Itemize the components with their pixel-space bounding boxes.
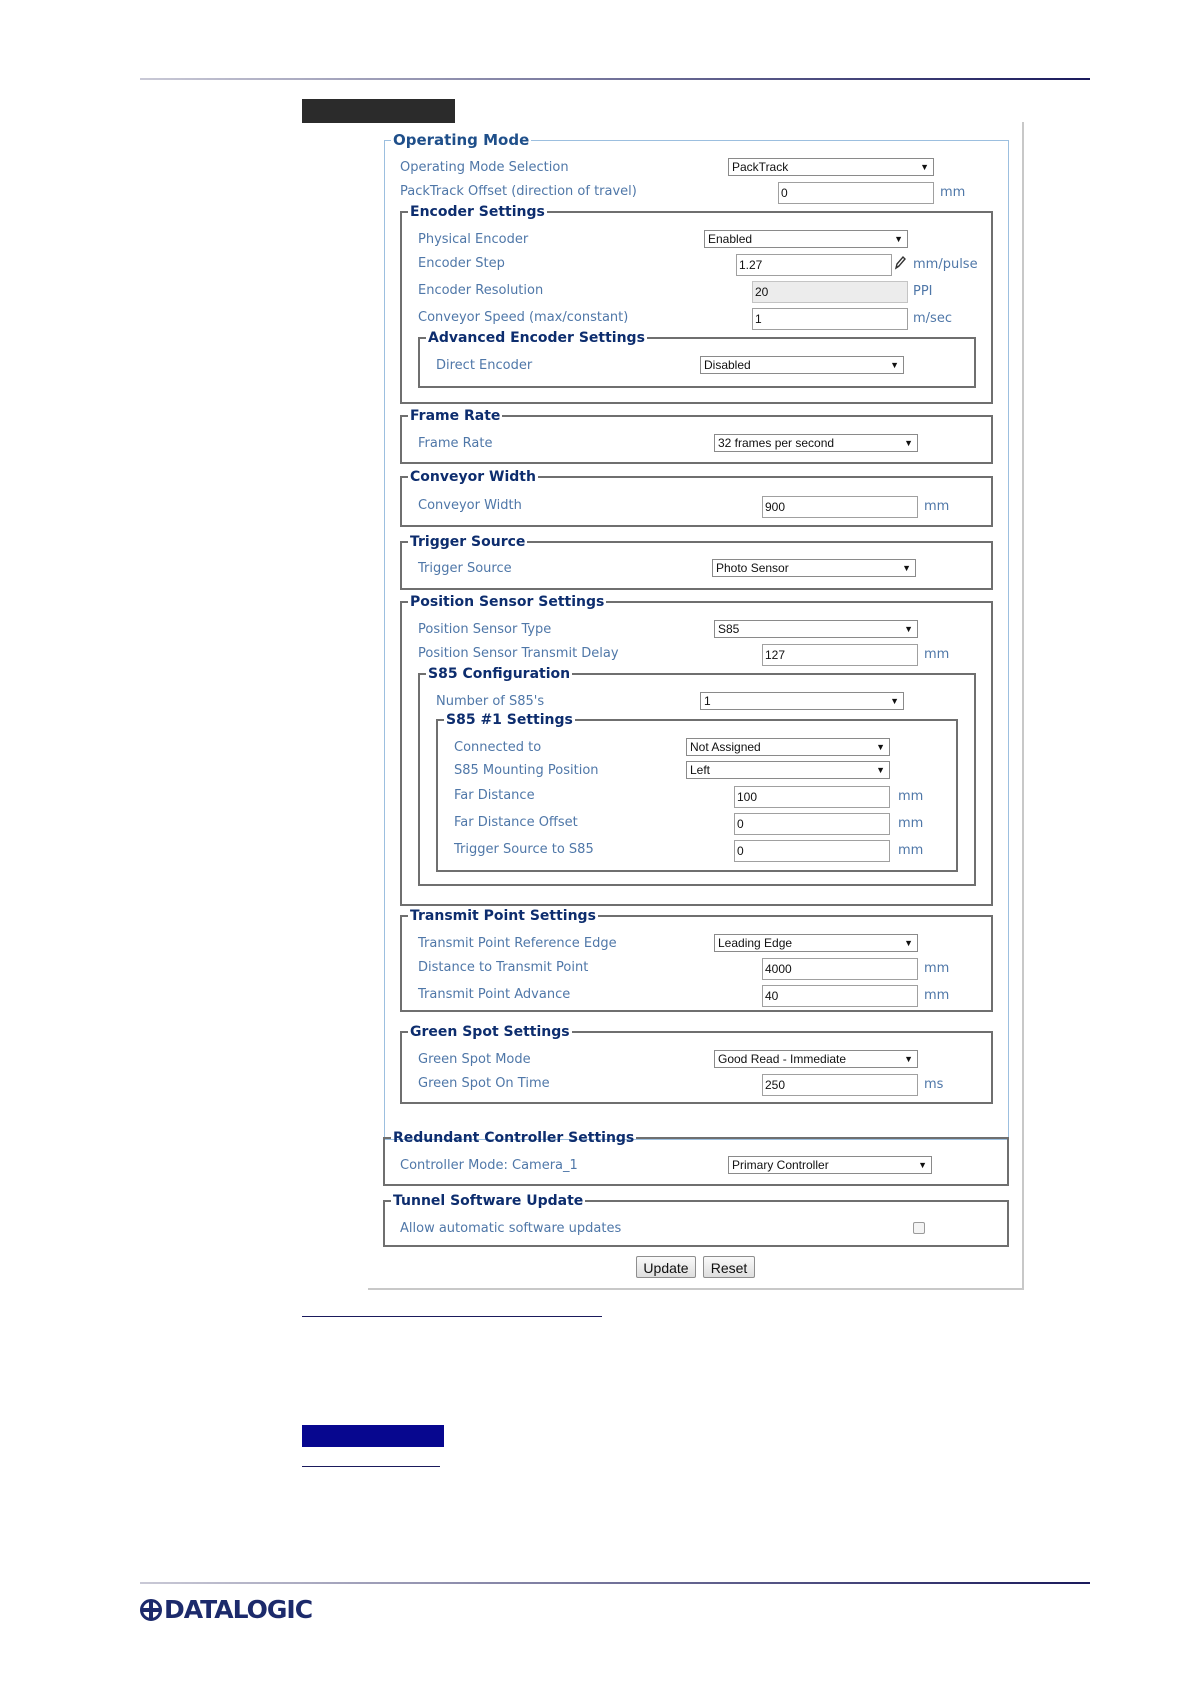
- bottom-rule: [140, 1582, 1090, 1584]
- triangle-down-icon: ▼: [890, 360, 899, 370]
- controller-mode-label: Controller Mode: Camera_1: [400, 1158, 578, 1173]
- transmit-advance-label: Transmit Point Advance: [418, 987, 571, 1002]
- s85-configuration-legend: S85 Configuration: [428, 666, 571, 682]
- conveyor-speed-label: Conveyor Speed (max/constant): [418, 310, 629, 325]
- packtrack-offset-unit: mm: [940, 185, 966, 200]
- brand-name: DATALOGIC: [164, 1595, 313, 1624]
- position-sensor-type-label: Position Sensor Type: [418, 622, 552, 637]
- triangle-down-icon: ▼: [904, 1054, 913, 1064]
- reset-button[interactable]: Reset: [703, 1256, 755, 1278]
- heading-tab-blue: [302, 1425, 444, 1447]
- green-spot-mode-label: Green Spot Mode: [418, 1052, 531, 1067]
- section-underline: [302, 1466, 440, 1467]
- redundant-controller-legend: Redundant Controller Settings: [393, 1130, 635, 1146]
- triangle-down-icon: ▼: [904, 938, 913, 948]
- transmit-delay-label: Position Sensor Transmit Delay: [418, 646, 619, 661]
- far-distance-unit: mm: [898, 789, 924, 804]
- number-of-s85-select[interactable]: 1 ▼: [700, 692, 904, 710]
- auto-update-label: Allow automatic software updates: [400, 1221, 622, 1236]
- triangle-down-icon: ▼: [920, 162, 929, 172]
- green-spot-time-label: Green Spot On Time: [418, 1076, 550, 1091]
- datalogic-mark-icon: [140, 1599, 162, 1621]
- triangle-down-icon: ▼: [876, 742, 885, 752]
- screenshot-operating-mode-form: [368, 122, 1022, 1290]
- green-spot-mode-select[interactable]: Good Read - Immediate ▼: [714, 1050, 918, 1068]
- advanced-encoder-legend: Advanced Encoder Settings: [428, 330, 645, 346]
- trigger-source-label: Trigger Source: [418, 561, 512, 576]
- encoder-settings-legend: Encoder Settings: [410, 204, 545, 220]
- green-spot-legend: Green Spot Settings: [410, 1024, 570, 1040]
- frame-rate-label: Frame Rate: [418, 436, 493, 451]
- conveyor-speed-input[interactable]: 1: [752, 308, 908, 330]
- conveyor-speed-unit: m/sec: [913, 311, 952, 326]
- number-of-s85-label: Number of S85's: [436, 694, 545, 709]
- far-distance-label: Far Distance: [454, 788, 535, 803]
- distance-to-transmit-input[interactable]: 4000: [762, 958, 918, 980]
- operating-mode-selection-label: Operating Mode Selection: [400, 160, 569, 175]
- frame-rate-select[interactable]: 32 frames per second ▼: [714, 434, 918, 452]
- update-button[interactable]: Update: [636, 1256, 696, 1278]
- tunnel-update-legend: Tunnel Software Update: [393, 1193, 584, 1209]
- far-distance-offset-input[interactable]: 0: [734, 813, 890, 835]
- encoder-step-unit: mm/pulse: [913, 257, 978, 272]
- encoder-resolution-input: 20: [752, 281, 908, 303]
- conveyor-width-unit: mm: [924, 499, 950, 514]
- physical-encoder-label: Physical Encoder: [418, 232, 529, 247]
- position-sensor-type-select[interactable]: S85 ▼: [714, 620, 918, 638]
- green-spot-time-unit: ms: [924, 1077, 944, 1092]
- trigger-source-legend: Trigger Source: [410, 534, 526, 550]
- far-distance-offset-label: Far Distance Offset: [454, 815, 578, 830]
- transmit-advance-unit: mm: [924, 988, 950, 1003]
- conveyor-width-legend: Conveyor Width: [410, 469, 536, 485]
- transmit-reference-edge-select[interactable]: Leading Edge ▼: [714, 934, 918, 952]
- triangle-down-icon: ▼: [890, 696, 899, 706]
- position-sensor-legend: Position Sensor Settings: [410, 594, 605, 610]
- connected-to-label: Connected to: [454, 740, 542, 755]
- connected-to-select[interactable]: Not Assigned ▼: [686, 738, 890, 756]
- operating-mode-select[interactable]: PackTrack ▼: [728, 158, 934, 176]
- mounting-position-select[interactable]: Left ▼: [686, 761, 890, 779]
- distance-to-transmit-label: Distance to Transmit Point: [418, 960, 589, 975]
- far-distance-input[interactable]: 100: [734, 786, 890, 808]
- green-spot-time-input[interactable]: 250: [762, 1074, 918, 1096]
- frame-rate-legend: Frame Rate: [410, 408, 501, 424]
- operating-mode-legend: Operating Mode: [393, 131, 530, 149]
- trigger-source-select[interactable]: Photo Sensor ▼: [712, 559, 916, 577]
- controller-mode-select[interactable]: Primary Controller ▼: [728, 1156, 932, 1174]
- packtrack-offset-label: PackTrack Offset (direction of travel): [400, 184, 637, 199]
- top-rule: [140, 78, 1090, 80]
- triangle-down-icon: ▼: [876, 765, 885, 775]
- heading-tab-dark: [302, 99, 455, 123]
- triangle-down-icon: ▼: [918, 1160, 927, 1170]
- transmit-delay-unit: mm: [924, 647, 950, 662]
- direct-encoder-label: Direct Encoder: [436, 358, 533, 373]
- triangle-down-icon: ▼: [904, 624, 913, 634]
- encoder-step-label: Encoder Step: [418, 256, 505, 271]
- far-distance-offset-unit: mm: [898, 816, 924, 831]
- packtrack-offset-input[interactable]: 0: [778, 182, 934, 204]
- caption-underline: [302, 1316, 602, 1317]
- encoder-resolution-label: Encoder Resolution: [418, 283, 544, 298]
- triangle-down-icon: ▼: [904, 438, 913, 448]
- trigger-source-to-s85-input[interactable]: 0: [734, 840, 890, 862]
- pencil-icon[interactable]: [893, 255, 907, 271]
- transmit-advance-input[interactable]: 40: [762, 985, 918, 1007]
- transmit-point-legend: Transmit Point Settings: [410, 908, 596, 924]
- transmit-delay-input[interactable]: 127: [762, 644, 918, 666]
- physical-encoder-select[interactable]: Enabled ▼: [704, 230, 908, 248]
- conveyor-width-input[interactable]: 900: [762, 496, 918, 518]
- trigger-source-to-s85-label: Trigger Source to S85: [454, 842, 594, 857]
- transmit-reference-edge-label: Transmit Point Reference Edge: [418, 936, 617, 951]
- mounting-position-label: S85 Mounting Position: [454, 763, 599, 778]
- auto-update-checkbox[interactable]: [913, 1222, 925, 1234]
- triangle-down-icon: ▼: [902, 563, 911, 573]
- s85-1-settings-legend: S85 #1 Settings: [446, 712, 573, 728]
- encoder-step-input[interactable]: 1.27: [736, 254, 892, 276]
- distance-to-transmit-unit: mm: [924, 961, 950, 976]
- triangle-down-icon: ▼: [894, 234, 903, 244]
- trigger-source-to-s85-unit: mm: [898, 843, 924, 858]
- conveyor-width-label: Conveyor Width: [418, 498, 522, 513]
- direct-encoder-select[interactable]: Disabled ▼: [700, 356, 904, 374]
- encoder-resolution-unit: PPI: [913, 284, 933, 299]
